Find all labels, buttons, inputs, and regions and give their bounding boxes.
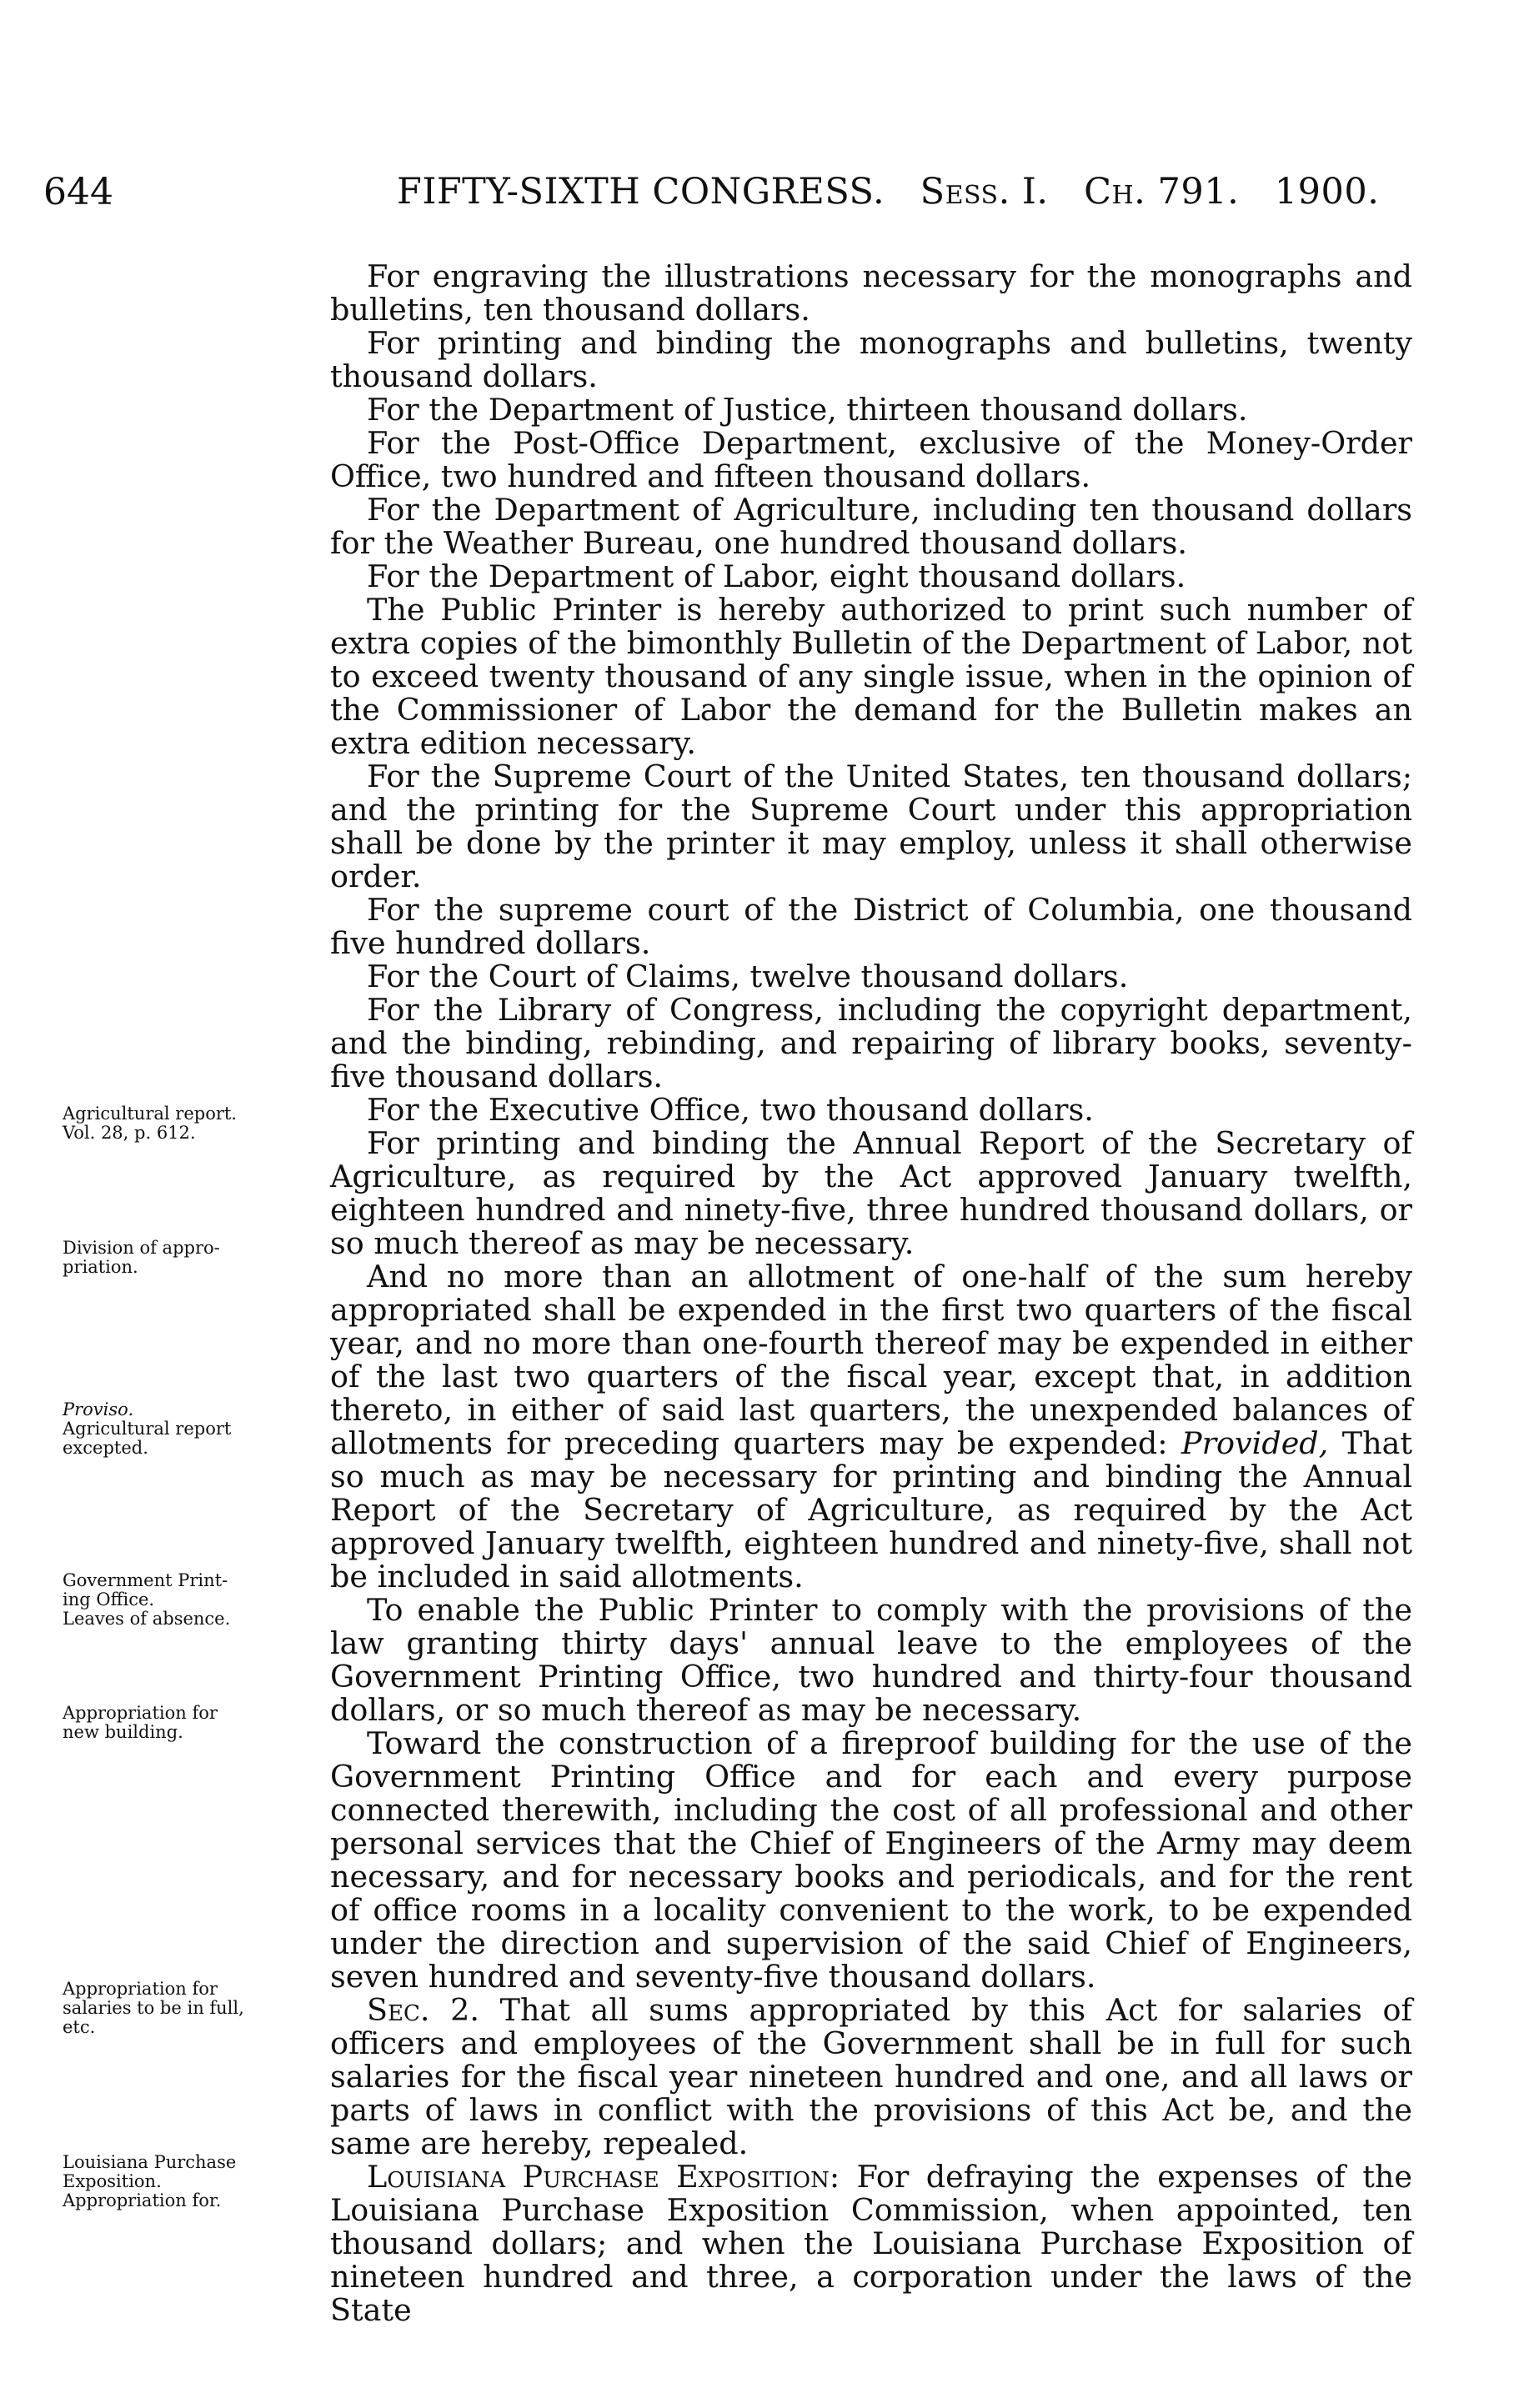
margin-note-agricultural-report bbox=[63, 1104, 313, 1143]
margin-note-line: Vol. 28, p. 612. bbox=[63, 1123, 196, 1143]
paragraph-supreme-court: For the Supreme Court of the United States, ten thousand dollars; and the printing for the Supreme Court under this appropriation shall be done by the printer it may employ, unless it shall otherwise order. bbox=[330, 758, 1412, 894]
margin-note-line: Appropriation for bbox=[63, 1703, 218, 1723]
paragraph-leave: To enable the Public Printer to comply with the provisions of the law granting thirty days' annual leave to the employees of the Government Printing Office, two hundred and thirty-four thousand dollars, or so much thereof as may be necessary. bbox=[330, 1592, 1412, 1728]
margin-note-line: Leaves of absence. bbox=[63, 1609, 231, 1629]
chapter-label: Ch. 791. bbox=[1084, 171, 1240, 213]
margin-note-line: ing Office. bbox=[63, 1589, 155, 1610]
allotment-proviso-text: That so much as may be necessary for printing and binding the Annual Report of the Secretary of Agriculture, as required by the Act approved January twelfth, eighteen hundred and ninety-five, shall not be included in said allotments. bbox=[330, 1425, 1413, 1594]
paragraph-post-office: For the Post-Office Department, exclusive of the Money-Order Office, two hundred and fifteen thousand dollars. bbox=[330, 425, 1412, 494]
louisiana-heading: Louisiana Purchase Exposition: bbox=[367, 2159, 840, 2195]
margin-note-line: Agricultural report. bbox=[63, 1104, 237, 1124]
paragraph-engraving: For engraving the illustrations necessary for the monographs and bulletins, ten thousand dollars. bbox=[330, 258, 1412, 328]
louisiana-text: For defraying the expenses of the Louisiana Purchase Exposition Commission, when appointed, ten thousand dollars; and when the Louisiana Purchase Exposition of nineteen hundred and three, a corporation under the laws of the State bbox=[330, 2159, 1413, 2328]
paragraph-allotment bbox=[330, 1260, 1412, 1594]
margin-note-louisiana bbox=[63, 2153, 313, 2210]
margin-note-line: Exposition. bbox=[63, 2171, 162, 2191]
paragraph-library: For the Library of Congress, including the copyright department, and the binding, rebinding, and repairing of library books, seventy-five thousand dollars. bbox=[330, 992, 1412, 1094]
section-label: Sec. 2. bbox=[367, 1992, 479, 2028]
year-label: 1900. bbox=[1274, 171, 1380, 213]
margin-note-line: salaries to be in full, bbox=[63, 1998, 244, 2018]
running-header bbox=[0, 171, 1524, 221]
paragraph-dc-court: For the supreme court of the District of Columbia, one thousand five hundred dollars. bbox=[330, 892, 1412, 961]
margin-note-new-building bbox=[63, 1704, 313, 1742]
running-head bbox=[397, 171, 1379, 213]
margin-note-line: Appropriation for. bbox=[63, 2190, 222, 2210]
margin-note-line: Agricultural report bbox=[63, 1419, 232, 1439]
proviso-word: Provided, bbox=[1181, 1425, 1329, 1461]
paragraph-labor: For the Department of Labor, eight thousand dollars. bbox=[367, 558, 1186, 594]
paragraph-new-building: Toward the construction of a fireproof building for the use of the Government Printing Office and for each and every purpose connected therewith, including the cost of all professional and other personal services that the Chief of Engineers of the Army may deem necessary, and for necessary books and periodicals, and for the rent of office rooms in a locality convenient to the work, to be expended under the direction and supervision of the said Chief of Engineers, seven hundred and seventy-five thousand dollars. bbox=[330, 1725, 1412, 1995]
margin-note-line: priation. bbox=[63, 1257, 138, 1277]
section-2-text: That all sums appropriated by this Act for salaries of officers and employees of the Government shall be in full for such salaries for the fiscal year nineteen hundred and one, and all laws or parts of laws in conflict with the provisions of this Act be, and the same are hereby, repealed. bbox=[330, 1992, 1412, 2161]
margin-note-line: new building. bbox=[63, 1722, 183, 1742]
page-number: 644 bbox=[43, 171, 113, 213]
session-label: Sess. I. bbox=[920, 171, 1049, 213]
margin-note-line: etc. bbox=[63, 2017, 96, 2037]
margin-note-division bbox=[63, 1239, 313, 1277]
margin-note-line: Government Print- bbox=[63, 1570, 228, 1590]
paragraph-agricultural-report: For printing and binding the Annual Report of the Secretary of Agriculture, as required by the Act approved January twelfth, eighteen hundred and ninety-five, three hundred thousand dollars, or so much thereof as may be necessary. bbox=[330, 1125, 1412, 1261]
congress-title: FIFTY-SIXTH CONGRESS. bbox=[397, 171, 885, 213]
margin-note-proviso bbox=[63, 1400, 313, 1458]
paragraph-public-printer: The Public Printer is hereby authorized to print such number of extra copies of the bimonthly Bulletin of the Department of Labor, not to exceed twenty thousand of any single issue, when in the opinion of the Commissioner of Labor the demand for the Bulletin makes an extra edition necessary. bbox=[330, 592, 1412, 761]
margin-note-salaries bbox=[63, 1980, 313, 2037]
statute-text bbox=[330, 260, 1412, 2327]
paragraph-printing-monographs: For printing and binding the monographs and bulletins, twenty thousand dollars. bbox=[330, 325, 1412, 394]
paragraph-court-of-claims: For the Court of Claims, twelve thousand dollars. bbox=[367, 959, 1129, 994]
margin-note-line: Appropriation for bbox=[63, 1979, 218, 1999]
margin-note-line: Louisiana Purchase bbox=[63, 2152, 237, 2172]
paragraph-agriculture: For the Department of Agriculture, including ten thousand dollars for the Weather Bureau, one hundred thousand dollars. bbox=[330, 492, 1412, 561]
allotment-text: And no more than an allotment of one-half of the sum hereby appropriated shall be expended in the first two quarters of the fiscal year, and no more than one-fourth thereof may be expended in either of the last two quarters of the fiscal year, except that, in addition thereto, in either of said last quarters, the unexpended balances of allotments for preceding quarters may be expended: bbox=[330, 1259, 1412, 1461]
paragraph-justice: For the Department of Justice, thirteen thousand dollars. bbox=[367, 392, 1248, 428]
paragraph-executive-office: For the Executive Office, two thousand dollars. bbox=[367, 1092, 1094, 1128]
margin-note-line: Division of appro- bbox=[63, 1238, 220, 1258]
paragraph-section-2 bbox=[330, 1994, 1412, 2160]
paragraph-louisiana bbox=[330, 2160, 1412, 2327]
margin-note-line: excepted. bbox=[63, 1438, 148, 1458]
margin-note-printing-office bbox=[63, 1571, 313, 1629]
margin-note-line: Proviso. bbox=[63, 1399, 134, 1419]
